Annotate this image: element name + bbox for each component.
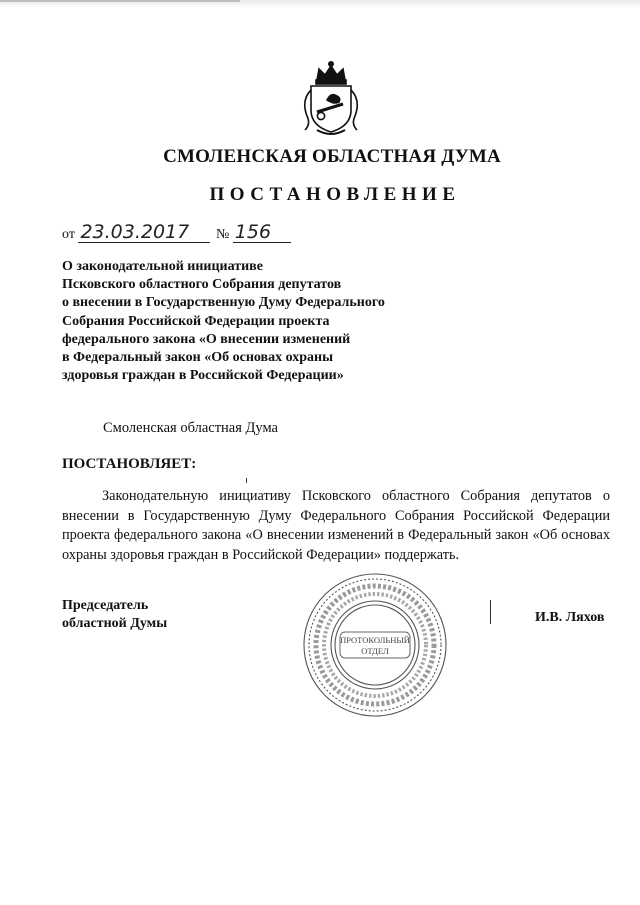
subject-line: здоровья граждан в Российской Федерации» bbox=[62, 368, 344, 384]
position-line: областной Думы bbox=[62, 616, 168, 631]
position-line: Председатель bbox=[62, 598, 149, 613]
scan-mark bbox=[246, 478, 247, 483]
subject-line: Псковского областного Собрания депутатов bbox=[62, 277, 342, 293]
coat-of-arms-icon bbox=[295, 60, 367, 136]
resolution-text: Законодательную инициативу Псковского областного Собрания депутатов о внесении в Государственную Думу Федерального Собрания Российской Федерации проекта федерального закона «О внесении изменений в Федеральный закон «Об основах охраны здоровья граждан в Российской Федерации» поддержать. bbox=[62, 488, 610, 563]
scan-mark bbox=[490, 600, 491, 624]
issuer-line: Смоленская областная Дума bbox=[103, 420, 278, 436]
signatory-position bbox=[62, 597, 167, 633]
number-prefix: № bbox=[215, 227, 230, 242]
signatory-name: И.В. Ляхов bbox=[535, 610, 605, 625]
handwritten-number: 156 bbox=[233, 222, 291, 243]
seal-stamp bbox=[300, 570, 450, 720]
subject-line: О законодательной инициативе bbox=[62, 259, 263, 274]
stamp-line: ОТДЕЛ bbox=[361, 646, 389, 656]
scan-line bbox=[0, 0, 240, 2]
subject-line: о внесении в Государственную Думу Федерального bbox=[62, 295, 385, 311]
subject-line: в Федеральный закон «Об основах охраны bbox=[62, 350, 334, 366]
handwritten-date: 23.03.2017 bbox=[78, 222, 210, 243]
organization-title: СМОЛЕНСКАЯ ОБЛАСТНАЯ ДУМА bbox=[163, 146, 501, 167]
subject-block bbox=[62, 258, 385, 385]
subject-line: Собрания Российской Федерации проекта bbox=[62, 313, 330, 329]
registration-line bbox=[62, 222, 291, 243]
stamp-line: ПРОТОКОЛЬНЫЙ bbox=[340, 635, 410, 645]
date-prefix: от bbox=[62, 227, 75, 242]
subject-line: федерального закона «О внесении изменений bbox=[62, 331, 351, 347]
resolves-heading: ПОСТАНОВЛЯЕТ: bbox=[62, 456, 197, 472]
document-type: ПОСТАНОВЛЕНИЕ bbox=[209, 184, 461, 205]
